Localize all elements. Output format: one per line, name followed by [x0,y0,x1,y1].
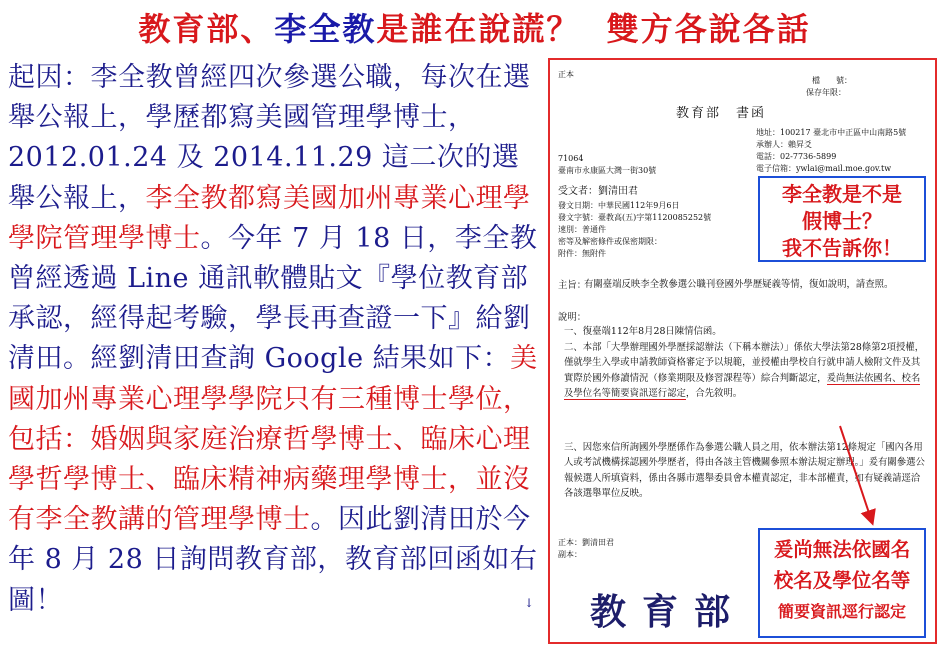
doc-item2c: ，合先敘明。 [685,387,743,399]
callout1-line3: 我不告訴你！ [782,236,902,260]
doc-cc2: 副本： [558,550,582,559]
moe-letter-image [548,58,937,644]
doc-org-title: 教育部 書函 [676,106,767,121]
callout2-line3: 簡要資訊逕行認定 [777,602,906,621]
doc-recipient: 受文者：劉清田君 [558,186,638,197]
page-title [0,4,949,50]
moe-seal-stamp: 教育部 [590,591,747,633]
doc-zhengben: 正本 [558,70,574,79]
doc-file-no: 檔 號： [812,76,852,85]
doc-date: 發文日期：中華民國112年9月6日 [558,201,680,210]
doc-secret: 密等及解密條件或保密期限： [558,237,662,246]
doc-email: 電子信箱：ywlai@mail.moe.gov.tw [756,164,892,173]
doc-address: 地址：100217 臺北市中正區中山南路5號 [756,128,907,137]
doc-number: 發文字號：臺教高(五)字第1120085252號 [558,213,712,222]
doc-item2a: 二、本部「大學辦理國外學歷採認辦法（下稱本辦法）」係依大學法第28條第2項授權，僅就學生入學或申請教師資格審定予以規範，並授權由學校自行就申請人檢附文件及其實際於國外修讀情況（修業期限及修習課程等）綜合判斷認定， [564,342,925,384]
text-seg3: 。今年 7 月 18 日，李全教曾經透過 Line 通訊軟體貼文『學位教育部承認，經得起考驗，學長再查證一下』給劉清田。經劉清田查詢 Google 結果如下： [8,222,538,375]
doc-item1: 一、復臺端112年8月28日陳情信函。 [564,326,722,337]
callout2-line1: 爰尚無法依國名 [773,538,911,561]
callout-arrow-icon [550,60,937,644]
text-cursor-icon: ↓ [524,596,535,610]
callout1-line1: 李全教是不是 [782,182,902,206]
explanation-text [8,58,538,621]
doc-attach: 附件：無附件 [558,249,606,258]
doc-contact: 承辦人：賴昇爻 [756,140,812,149]
doc-desc-label: 說明： [558,312,587,323]
callout1-line2: 假博士？ [802,209,882,233]
doc-postcode: 71064 [558,154,584,163]
text-seg4-highlight: 美國加州專業心理學學院只有三種博士學位，包括：婚姻與家庭治療哲學博士、臨床心理學哲學博士、臨床精神病藥理學博士，並沒有李全教講的管理學博士 [8,343,538,536]
doc-item2-underlined: 爰尚無法依國名、校名及學位名等簡要資訊逕行認定 [564,372,921,399]
text-seg2-highlight: 李全教都寫美國加州專業心理學學院管理學博士 [8,182,531,254]
title-part3: 是誰在說謊？ [376,10,581,48]
doc-item3: 三、因您來信所詢國外學歷係作為參選公職人員之用，依本辦法第12條規定「國內各用人或考試機構採認國外學歷者，得由各該主管機關參照本辦法規定辦理。」爰有關參選公報候選人所填資料，係由各縣市選舉委員會本權責認定，非本部權責，如有疑義請逕洽各該選舉單位反映。 [564,442,925,499]
title-part1: 教育部、 [138,10,275,48]
callout2-line2: 校名及學位名等 [773,569,911,592]
title-part2: 李全教 [274,10,377,48]
doc-subject-label: 主旨： [558,280,587,291]
doc-recv-addr: 臺南市永康區大灣一街30號 [558,166,657,175]
text-seg5: 。因此劉清田於今年 8 月 28 日詢問教育部，教育部回函如右圖！ [8,504,538,616]
doc-speed: 速別：普通件 [558,225,606,234]
doc-cc1: 正本：劉清田君 [558,538,614,547]
text-seg1: 起因：李全教曾經四次參選公職，每次在選舉公報上，學歷都寫美國管理學博士，2012.01.24 及 2014.11.29 這二次的選舉公報上， [8,62,531,214]
title-part4: 雙方各說各話 [606,10,811,48]
doc-keep: 保存年限： [806,88,846,97]
doc-subject: 有關臺端反映李全教參選公職刊登國外學歷疑義等情，復如說明，請查照。 [584,279,894,290]
doc-phone: 電話：02-7736-5899 [756,152,837,161]
